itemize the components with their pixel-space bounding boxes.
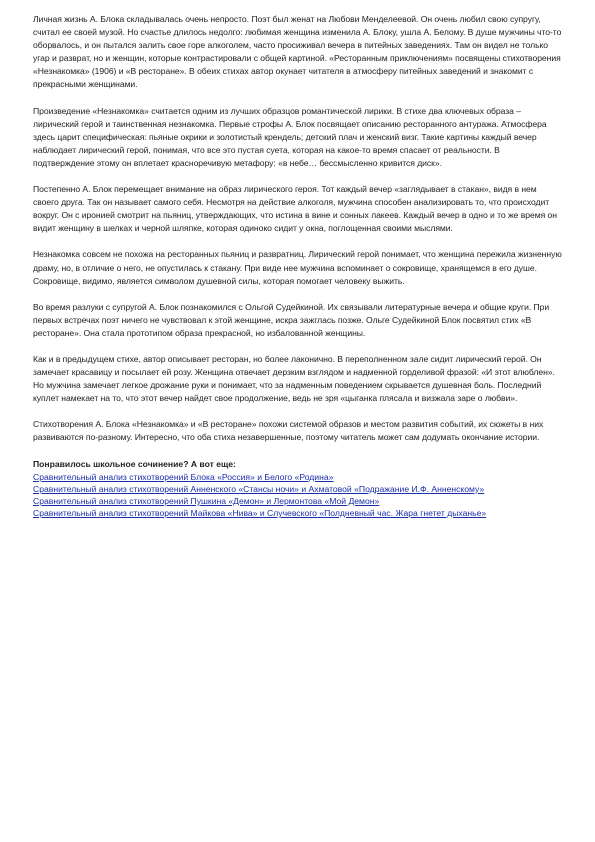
essay-link-maikov-sluchevsky[interactable]: Сравнительный анализ стихотворений Майкова «Нива» и Случевского «Полдневный час. Жара гнетет дыханье»	[33, 508, 487, 519]
essay-link-blok-bely[interactable]: Сравнительный анализ стихотворений Блока «Россия» и Белого «Родина»	[33, 471, 334, 482]
list-item	[33, 507, 563, 519]
paragraph-personal-life: Личная жизнь А. Блока складывалась очень непросто. Поэт был женат на Любови Менделеевой. Он очень любил свою супругу, считал ее своей музой. Но счастье длилось недолго: любимая женщина изменила А. Блоку, ушла А. Белому. В душе мужчины что-то оборвалось, и он пытался залить свое горе алкоголем, часто просиживал вечера в питейных заведениях. Там он видел не только угар и разврат, но и женщин, которые контрастировали с общей картиной. «Ресторанным приключениям» посвящены стихотворения «Незнакомка» (1906) и «В ресторане». В обеих стихах автор окунает читателя в атмосферу питейных заведений и знакомит с прекрасными женщинами.	[33, 14, 562, 90]
more-essays-title: Понравилось школьное сочинение? А вот еще:	[33, 458, 236, 469]
list-item	[33, 495, 563, 507]
essay-link-annensky-akhmatova[interactable]: Сравнительный анализ стихотворений Анненского «Стансы ночи» и Ахматовой «Подражание И.Ф. Анненскому»	[33, 483, 485, 494]
paragraph-v-restorane: Как и в предыдущем стихе, автор описывает ресторан, но более лаконично. В переполненном зале сидит лирический герой. Он замечает красавицу и посылает ей розу. Женщина отвечает дерзким взглядом и надменной горделивой фразой: «И этот влюблен». Но мужчина замечает легкое дрожание руки и понимает, что за надменным поведением скрывается душевная боль. Последний куплет намекает на то, что этот вечер найдет свое продолжение, ведь не зря «цыганка плясала и визжала заре о любви».	[33, 353, 555, 404]
list-item	[33, 471, 563, 483]
paragraph-lyrical-hero: Постепенно А. Блок перемещает внимание на образ лирического героя. Тот каждый вечер «заглядывает в стакан», видя в нем своего друга. Так он называет самого себя. Несмотря на действие алкоголя, мужчина способен анализировать то, что происходит вокруг. Он с иронией смотрит на пьяниц, утверждающих, что истина в вине и сонных лакеев. Каждый вечер в одно и то же время он видит женщину в шелках и черной шляпке, которая одиноко сидит у окна, поглощенная своими мыслями.	[33, 184, 557, 234]
more-essays-list	[33, 471, 563, 520]
list-item	[33, 483, 563, 495]
paragraph-sudeikina: Во время разлуки с супругой А. Блок познакомился с Ольгой Судейкиной. Их связывали литературные вечера и общие круги. При первых встречах поэт ничего не чувствовал к этой женщине, искра зажглась позже. Ольге Судейкиной Блок посвятил стих «В ресторане». Она стала прототипом образа прекрасной, но избалованной женщины.	[33, 301, 550, 338]
paragraph-neznakomka-intro: Произведение «Незнакомка» считается одним из лучших образцов романтической лирики. В стихе два ключевых образа – лирический герой и таинственная незнакомка. Первые строфы А. Блок посвящает описанию ресторанного антуража. Атмосфера здесь царит специфическая: пьяные окрики и золотистый крендель; детский плач и женский визг. Такие картины каждый вечер наблюдает лирический герой, понимая, что все это пустая суета, которая на какое-то время спасает от реальности. В подтверждение этому он вплетает красноречивую метафору: «в небе… бессмысленно кривится диск».	[33, 105, 547, 168]
essay-link-pushkin-lermontov[interactable]: Сравнительный анализ стихотворений Пушкина «Демон» и Лермонтова «Мой Демон»	[33, 495, 380, 506]
more-essays-section	[33, 458, 563, 520]
paragraph-conclusion: Стихотворения А. Блока «Незнакомка» и «В ресторане» похожи системой образов и местом развития событий, их сюжеты в них развиваются по-разному. Интересно, что оба стиха незавершенные, поэтому читатель может сам додумать окончание истории.	[33, 419, 544, 443]
document-page	[33, 13, 563, 519]
paragraph-stranger: Незнакомка совсем не похожа на ресторанных пьяниц и развратниц. Лирический герой понимает, что женщина пережила жизненную драму, но, в отличие о него, не опустилась к стакану. При виде нее мужчина вспоминает о сокровище, хранящемся в его душе. Сокровище, видимо, является символом душевной силы, которая помогает человеку выжить.	[33, 249, 562, 286]
